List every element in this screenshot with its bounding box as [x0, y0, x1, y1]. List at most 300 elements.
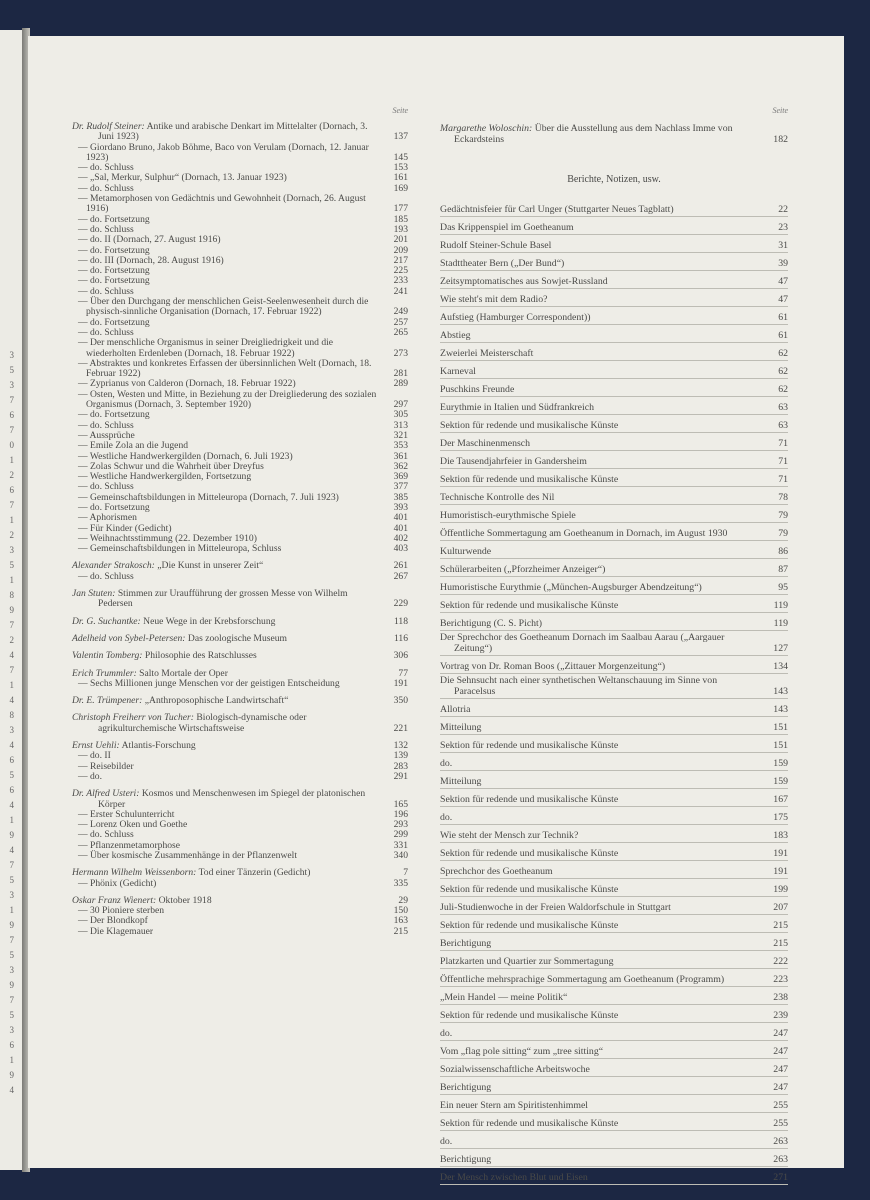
margin-number: 1 — [9, 455, 14, 465]
entry-page: 163 — [393, 915, 408, 927]
entry-page: 29 — [398, 894, 408, 906]
margin-number: 3 — [9, 545, 14, 555]
entry-title: Vom „flag pole sitting“ zum „tree sitting“ — [440, 1046, 604, 1057]
entry-title: — Weihnachtsstimmung (22. Dezember 1910) — [78, 532, 257, 544]
index-entry — [72, 122, 408, 143]
margin-number: 5 — [9, 950, 14, 960]
entry-page: 116 — [393, 632, 408, 644]
entry-title: — Westliche Handwerkergilden, Fortsetzung — [78, 471, 252, 483]
report-entry — [440, 613, 788, 631]
entry-title: Neue Wege in der Krebsforschung — [143, 615, 276, 627]
entry-page: 247 — [773, 1046, 788, 1057]
author-name: Alexander Strakosch: — [72, 560, 155, 572]
entry-page: 61 — [778, 330, 788, 341]
report-entry — [440, 969, 788, 987]
report-entry — [440, 1059, 788, 1077]
report-entry — [440, 235, 788, 253]
report-entry — [440, 217, 788, 235]
entry-page: 71 — [778, 474, 788, 485]
entry-page: 261 — [393, 560, 408, 572]
entry-page: 362 — [393, 460, 408, 472]
margin-number: 7 — [9, 995, 14, 1005]
entry-page: 167 — [773, 794, 788, 805]
margin-number: 6 — [9, 755, 14, 765]
entry-title: — do. II — [78, 750, 111, 762]
entry-page: 207 — [773, 902, 788, 913]
report-entry — [440, 253, 788, 271]
margin-number: 9 — [9, 980, 14, 990]
entry-page: 361 — [393, 450, 408, 462]
entry-title: „Mein Handel — meine Politik“ — [440, 992, 568, 1003]
entry-title: Berichtigung — [440, 938, 492, 949]
author-name: Margarethe Woloschin: — [440, 123, 533, 134]
author-name: Dr. Alfred Usteri: — [72, 788, 140, 800]
entry-title: Kulturwende — [440, 546, 492, 557]
entry-page: 191 — [773, 848, 788, 859]
entry-page: 119 — [773, 618, 788, 629]
entry-title: — Sechs Millionen junge Menschen vor der geistigen Entscheidung — [78, 677, 340, 689]
entry-title: — Gemeinschaftsbildungen in Mitteleuropa (Dornach, 7. Juli 1923) — [78, 491, 339, 503]
margin-number: 5 — [9, 1010, 14, 1020]
author-name: Dr. G. Suchantke: — [72, 615, 141, 627]
index-entry — [72, 772, 408, 782]
entry-page: 267 — [393, 570, 408, 582]
entry-title: Mitteilung — [440, 722, 482, 733]
entry-title: — do. Fortsetzung — [78, 409, 150, 421]
report-entry — [440, 1131, 788, 1149]
entry-title: — Gemeinschaftsbildungen in Mitteleuropa, Schluss — [78, 543, 282, 555]
margin-number: 1 — [9, 815, 14, 825]
report-entry — [440, 379, 788, 397]
author-block — [72, 589, 408, 610]
entry-title: — Für Kinder (Gedicht) — [78, 522, 172, 534]
entry-page: 263 — [773, 1136, 788, 1147]
report-entry — [440, 771, 788, 789]
author-block — [72, 741, 408, 782]
margin-number: 3 — [9, 350, 14, 360]
entry-page: 215 — [773, 920, 788, 931]
entry-title: — do. Schluss — [78, 326, 134, 338]
report-entry — [440, 505, 788, 523]
entry-page: 159 — [773, 758, 788, 769]
entry-title: Rudolf Steiner-Schule Basel — [440, 240, 552, 251]
index-entry — [72, 741, 408, 751]
report-entry — [440, 1149, 788, 1167]
entry-page: 238 — [773, 992, 788, 1003]
report-entry — [440, 307, 788, 325]
entry-page: 151 — [773, 740, 788, 751]
entry-page: 255 — [773, 1100, 788, 1111]
author-block — [72, 651, 408, 661]
entry-page: 61 — [778, 312, 788, 323]
entry-title: Philosophie des Ratschlusses — [144, 650, 257, 662]
entry-title: Das zoologische Museum — [187, 632, 288, 644]
margin-number: 6 — [9, 1040, 14, 1050]
margin-number: 4 — [9, 1085, 14, 1095]
report-entry — [440, 987, 788, 1005]
entry-title: — do. Schluss — [78, 182, 134, 194]
entry-title: „Die Kunst in unserer Zeit“ — [157, 560, 264, 572]
margin-number: 1 — [9, 1055, 14, 1065]
entry-page: 175 — [773, 812, 788, 823]
seite-label-left: Seite — [392, 106, 408, 115]
margin-number: 6 — [9, 410, 14, 420]
author-name: Adelheid von Sybel-Petersen: — [72, 632, 186, 644]
entry-title: Puschkins Freunde — [440, 384, 515, 395]
report-entry — [440, 1167, 788, 1185]
entry-page: 183 — [773, 830, 788, 841]
margin-number: 2 — [9, 635, 14, 645]
entry-page: 273 — [393, 347, 408, 359]
entry-title: — Abstraktes und konkretes Erfassen der übersinnlichen Welt (Dornach, 18. Februar 1922) — [78, 357, 372, 380]
margin-number: 3 — [9, 965, 14, 975]
entry-page: 340 — [393, 850, 408, 861]
entry-title: Platzkarten und Quartier zur Sommertagung — [440, 956, 614, 967]
entry-title: — do. Schluss — [78, 162, 134, 174]
entry-title: Antike und arabische Denkart im Mittelalter (Dornach, 3. Juni 1923) — [98, 121, 368, 143]
entry-page: 145 — [393, 151, 408, 163]
entry-page: 313 — [393, 419, 408, 431]
margin-number: 5 — [9, 875, 14, 885]
author-block — [72, 868, 408, 889]
report-entry — [440, 541, 788, 559]
entry-page: 229 — [393, 598, 408, 610]
entry-page: 247 — [773, 1064, 788, 1075]
report-entry — [440, 825, 788, 843]
author-block — [72, 669, 408, 690]
report-entry — [440, 271, 788, 289]
entry-title: — do. Schluss — [78, 419, 134, 431]
entry-title: — Über den Durchgang der menschlichen Geist-Seelenwesenheit durch die physisch-sinnliche Organisation (Dornach, 17. Februar 1922) — [78, 296, 369, 318]
entry-title: — do. Schluss — [78, 570, 134, 582]
index-entry — [72, 572, 408, 582]
margin-number: 7 — [9, 500, 14, 510]
entry-page: 191 — [393, 677, 408, 689]
entry-title: Wie steht der Mensch zur Technik? — [440, 830, 579, 841]
entry-page: 62 — [778, 384, 788, 395]
entry-title: — do. Schluss — [78, 829, 134, 841]
report-entry — [440, 1077, 788, 1095]
entry-page: 401 — [393, 522, 408, 534]
entry-title: do. — [440, 812, 453, 823]
entry-page: 353 — [393, 440, 408, 452]
entry-title: Zweierlei Meisterschaft — [440, 348, 534, 359]
entry-title: do. — [440, 1136, 453, 1147]
entry-page: 143 — [773, 686, 788, 697]
entry-title: Das Krippenspiel im Goetheanum — [440, 222, 574, 233]
margin-number: 6 — [9, 785, 14, 795]
entry-title: Stimmen zur Uraufführung der grossen Messe von Wilhelm Pedersen — [98, 588, 348, 610]
entry-title: Sektion für redende und musikalische Künste — [440, 1118, 619, 1129]
author-block — [72, 634, 408, 644]
entry-page: 306 — [393, 650, 408, 662]
entry-page: 161 — [393, 172, 408, 184]
margin-number: 3 — [9, 890, 14, 900]
report-entry — [440, 487, 788, 505]
index-entry — [72, 651, 408, 661]
report-entry — [440, 1005, 788, 1023]
entry-title: — 30 Pioniere sterben — [78, 905, 165, 917]
index-entry — [72, 390, 408, 411]
entry-title: — do. Fortsetzung — [78, 275, 150, 287]
entry-title: — Reisebilder — [78, 760, 134, 772]
entry-page: 215 — [773, 938, 788, 949]
report-entry — [440, 325, 788, 343]
entry-page: 257 — [393, 316, 408, 328]
entry-page: 118 — [393, 615, 408, 627]
author-block — [72, 122, 408, 554]
index-entry — [72, 297, 408, 318]
entry-title: Schülerarbeiten („Pforzheimer Anzeiger“) — [440, 564, 606, 575]
report-entry — [440, 1041, 788, 1059]
entry-page: 177 — [393, 203, 408, 215]
entry-page: 385 — [393, 491, 408, 503]
entry-page: 283 — [393, 760, 408, 772]
index-entry — [72, 696, 408, 706]
index-entry — [72, 359, 408, 380]
author-name: Hermann Wilhelm Weissenborn: — [72, 867, 197, 879]
entry-title: Über die Ausstellung aus dem Nachlass Imme von Eckardsteins — [454, 123, 733, 145]
entry-title: — do. — [78, 770, 102, 782]
entry-title: — do. Schluss — [78, 223, 134, 235]
entry-page: 63 — [778, 402, 788, 413]
entry-page: 22 — [778, 204, 788, 215]
entry-title: Kosmos und Menschenwesen im Spiegel der platonischen Körper — [98, 788, 366, 810]
entry-title: Sektion für redende und musikalische Künste — [440, 884, 619, 895]
entry-page: 265 — [393, 326, 408, 338]
entry-page: 185 — [393, 213, 408, 225]
entry-page: 255 — [773, 1118, 788, 1129]
margin-number: 7 — [9, 395, 14, 405]
margin-number: 9 — [9, 1070, 14, 1080]
margin-number: 3 — [9, 1025, 14, 1035]
author-name: Dr. E. Trümpener: — [72, 695, 143, 707]
entry-page: 289 — [393, 378, 408, 390]
entry-title: Sektion für redende und musikalische Künste — [440, 794, 619, 805]
author-name: Jan Stuten: — [72, 588, 116, 600]
entry-title: do. — [440, 758, 453, 769]
report-entry — [440, 397, 788, 415]
entry-page: 393 — [393, 501, 408, 513]
entry-page: 137 — [393, 131, 408, 143]
report-entry — [440, 415, 788, 433]
entry-page: 182 — [773, 134, 788, 145]
report-entry — [440, 577, 788, 595]
margin-number: 4 — [9, 740, 14, 750]
entry-title: Vortrag von Dr. Roman Boos („Zittauer Morgenzeitung“) — [440, 661, 666, 672]
entry-title: Sozialwissenschaftliche Arbeitswoche — [440, 1064, 590, 1075]
entry-title: Sektion für redende und musikalische Künste — [440, 420, 619, 431]
author-block — [72, 617, 408, 627]
report-entry — [440, 1095, 788, 1113]
entry-title: — Der menschliche Organismus in seiner Dreigliedrigkeit und die wiederholten Erdenleben (Dornach, 18. Februar 1922) — [78, 337, 334, 359]
index-page — [28, 36, 844, 1183]
entry-title: — Erster Schulunterricht — [78, 808, 175, 820]
entry-page: 77 — [398, 667, 408, 679]
index-entry — [72, 679, 408, 689]
report-entry — [440, 843, 788, 861]
entry-title: Berichtigung — [440, 1082, 492, 1093]
entry-page: 215 — [393, 925, 408, 937]
entry-page: 86 — [778, 546, 788, 557]
entry-page: 23 — [778, 222, 788, 233]
entry-page: 127 — [773, 643, 788, 654]
author-block — [72, 696, 408, 706]
entry-page: 222 — [773, 956, 788, 967]
entry-page: 271 — [773, 1172, 788, 1183]
entry-title: Sektion für redende und musikalische Künste — [440, 740, 619, 751]
entry-title: — Über kosmische Zusammenhänge in der Pflanzenwelt — [78, 850, 297, 861]
entry-page: 79 — [778, 528, 788, 539]
entry-title: Sprechchor des Goetheanum — [440, 866, 553, 877]
entry-title: — Der Blondkopf — [78, 915, 148, 927]
entry-page: 321 — [393, 429, 408, 441]
entry-page: 71 — [778, 456, 788, 467]
entry-title: Karneval — [440, 366, 476, 377]
margin-number: 9 — [9, 830, 14, 840]
report-entry — [440, 753, 788, 771]
entry-page: 209 — [393, 244, 408, 256]
entry-page: 7 — [403, 867, 408, 879]
entry-title: Öffentliche mehrsprachige Sommertagung am Goetheanum (Programm) — [440, 974, 725, 985]
entry-page: 223 — [773, 974, 788, 985]
entry-page: 221 — [393, 722, 408, 734]
entry-page: 249 — [393, 306, 408, 318]
entry-page: 291 — [393, 770, 408, 782]
entry-title: Ein neuer Stern am Spiritistenhimmel — [440, 1100, 589, 1111]
entry-page: 377 — [393, 481, 408, 493]
entry-title: Berichtigung — [440, 1154, 492, 1165]
entry-page: 63 — [778, 420, 788, 431]
margin-number: 1 — [9, 575, 14, 585]
entry-page: 47 — [778, 294, 788, 305]
entry-page: 263 — [773, 1154, 788, 1165]
margin-number: 7 — [9, 425, 14, 435]
report-entry — [440, 559, 788, 577]
entry-title: Oktober 1918 — [158, 894, 212, 906]
report-entry — [440, 951, 788, 969]
margin-number: 7 — [9, 860, 14, 870]
author-name: Ernst Uehli: — [72, 740, 120, 752]
report-entry — [440, 735, 788, 753]
entry-title: Humoristisch-eurythmische Spiele — [440, 510, 576, 521]
index-entry — [72, 194, 408, 215]
report-entry — [440, 933, 788, 951]
author-name: Oskar Franz Wienert: — [72, 894, 157, 906]
entry-title: „Anthroposophische Landwirtschaft“ — [144, 695, 289, 707]
entry-title: — do. Schluss — [78, 481, 134, 493]
margin-number: 6 — [9, 485, 14, 495]
report-entry — [440, 1023, 788, 1041]
entry-title: Eurythmie in Italien und Südfrankreich — [440, 402, 594, 413]
entry-page: 241 — [393, 285, 408, 297]
entry-title: Sektion für redende und musikalische Künste — [440, 474, 619, 485]
entry-page: 95 — [778, 582, 788, 593]
entry-title: — Phönix (Gedicht) — [78, 877, 157, 889]
entry-title: — do. Schluss — [78, 285, 134, 297]
index-entry — [72, 851, 408, 861]
entry-title: Berichtigung (C. S. Picht) — [440, 618, 543, 629]
margin-number: 8 — [9, 710, 14, 720]
entry-page: 153 — [393, 162, 408, 174]
report-entry — [440, 656, 788, 674]
entry-title: Sektion für redende und musikalische Künste — [440, 920, 619, 931]
author-block — [72, 713, 408, 734]
entry-page: 350 — [393, 695, 408, 707]
index-entry — [72, 338, 408, 359]
margin-number: 1 — [9, 515, 14, 525]
margin-number: 4 — [9, 695, 14, 705]
entry-title: — do. III (Dornach, 28. August 1916) — [78, 254, 224, 266]
margin-number: 3 — [9, 380, 14, 390]
entry-title: — do. Fortsetzung — [78, 501, 150, 513]
report-entry — [440, 699, 788, 717]
entry-page: 239 — [773, 1010, 788, 1021]
report-entry — [440, 361, 788, 379]
entry-title: Tod einer Tänzerin (Gedicht) — [198, 867, 311, 879]
author-block — [72, 561, 408, 582]
entry-page: 217 — [393, 254, 408, 266]
entry-page: 402 — [393, 532, 408, 544]
entry-title: — Aussprüche — [78, 429, 135, 441]
entry-page: 62 — [778, 348, 788, 359]
report-entry — [440, 199, 788, 217]
entry-title: — do. Fortsetzung — [78, 213, 150, 225]
right-column — [440, 106, 788, 1185]
margin-number: 0 — [9, 440, 14, 450]
seite-label-right: Seite — [772, 106, 788, 115]
index-entry — [72, 589, 408, 610]
entry-title: — Giordano Bruno, Jakob Böhme, Baco von Verulam (Dornach, 12. Januar 1923) — [78, 141, 369, 163]
author-block — [72, 896, 408, 937]
entry-title: — Zolas Schwur und die Wahrheit über Dreyfus — [78, 460, 264, 472]
entry-page: 233 — [393, 275, 408, 287]
entry-page: 196 — [393, 808, 408, 820]
report-entry — [440, 451, 788, 469]
entry-title: Salto Mortale der Oper — [139, 667, 228, 679]
entry-page: 369 — [393, 471, 408, 483]
entry-title: Gedächtnisfeier für Carl Unger (Stuttgarter Neues Tagblatt) — [440, 204, 674, 215]
woloschin-entry — [440, 122, 788, 146]
index-entry — [72, 789, 408, 810]
entry-page: 165 — [393, 798, 408, 810]
author-name: Christoph Freiherr von Tucher: — [72, 712, 194, 724]
index-entry — [72, 617, 408, 627]
entry-title: Sektion für redende und musikalische Künste — [440, 600, 619, 611]
entry-page: 39 — [778, 258, 788, 269]
report-entry — [440, 717, 788, 735]
entry-title: Sektion für redende und musikalische Künste — [440, 848, 619, 859]
entry-title: — Pflanzenmetamorphose — [78, 839, 181, 851]
entry-title: — Lorenz Oken und Goethe — [78, 819, 188, 831]
entry-title: Stadttheater Bern („Der Bund“) — [440, 258, 565, 269]
report-entry — [440, 879, 788, 897]
entry-title: — do. Fortsetzung — [78, 244, 150, 256]
entry-title: Der Maschinenmensch — [440, 438, 531, 449]
entry-title: Die Sehnsucht nach einer synthetischen Weltanschauung im Sinne von Paracelsus — [440, 675, 718, 697]
entry-page: 293 — [393, 819, 408, 831]
entry-title: Technische Kontrolle des Nil — [440, 492, 555, 503]
margin-number: 2 — [9, 470, 14, 480]
entry-title: — do. II (Dornach, 27. August 1916) — [78, 234, 221, 246]
entry-title: do. — [440, 1028, 453, 1039]
entry-page: 78 — [778, 492, 788, 503]
entry-title: Abstieg — [440, 330, 471, 341]
margin-number: 4 — [9, 845, 14, 855]
report-entry — [440, 631, 788, 656]
section-title: Berichte, Notizen, usw. — [567, 174, 661, 185]
entry-page: 150 — [393, 905, 408, 917]
